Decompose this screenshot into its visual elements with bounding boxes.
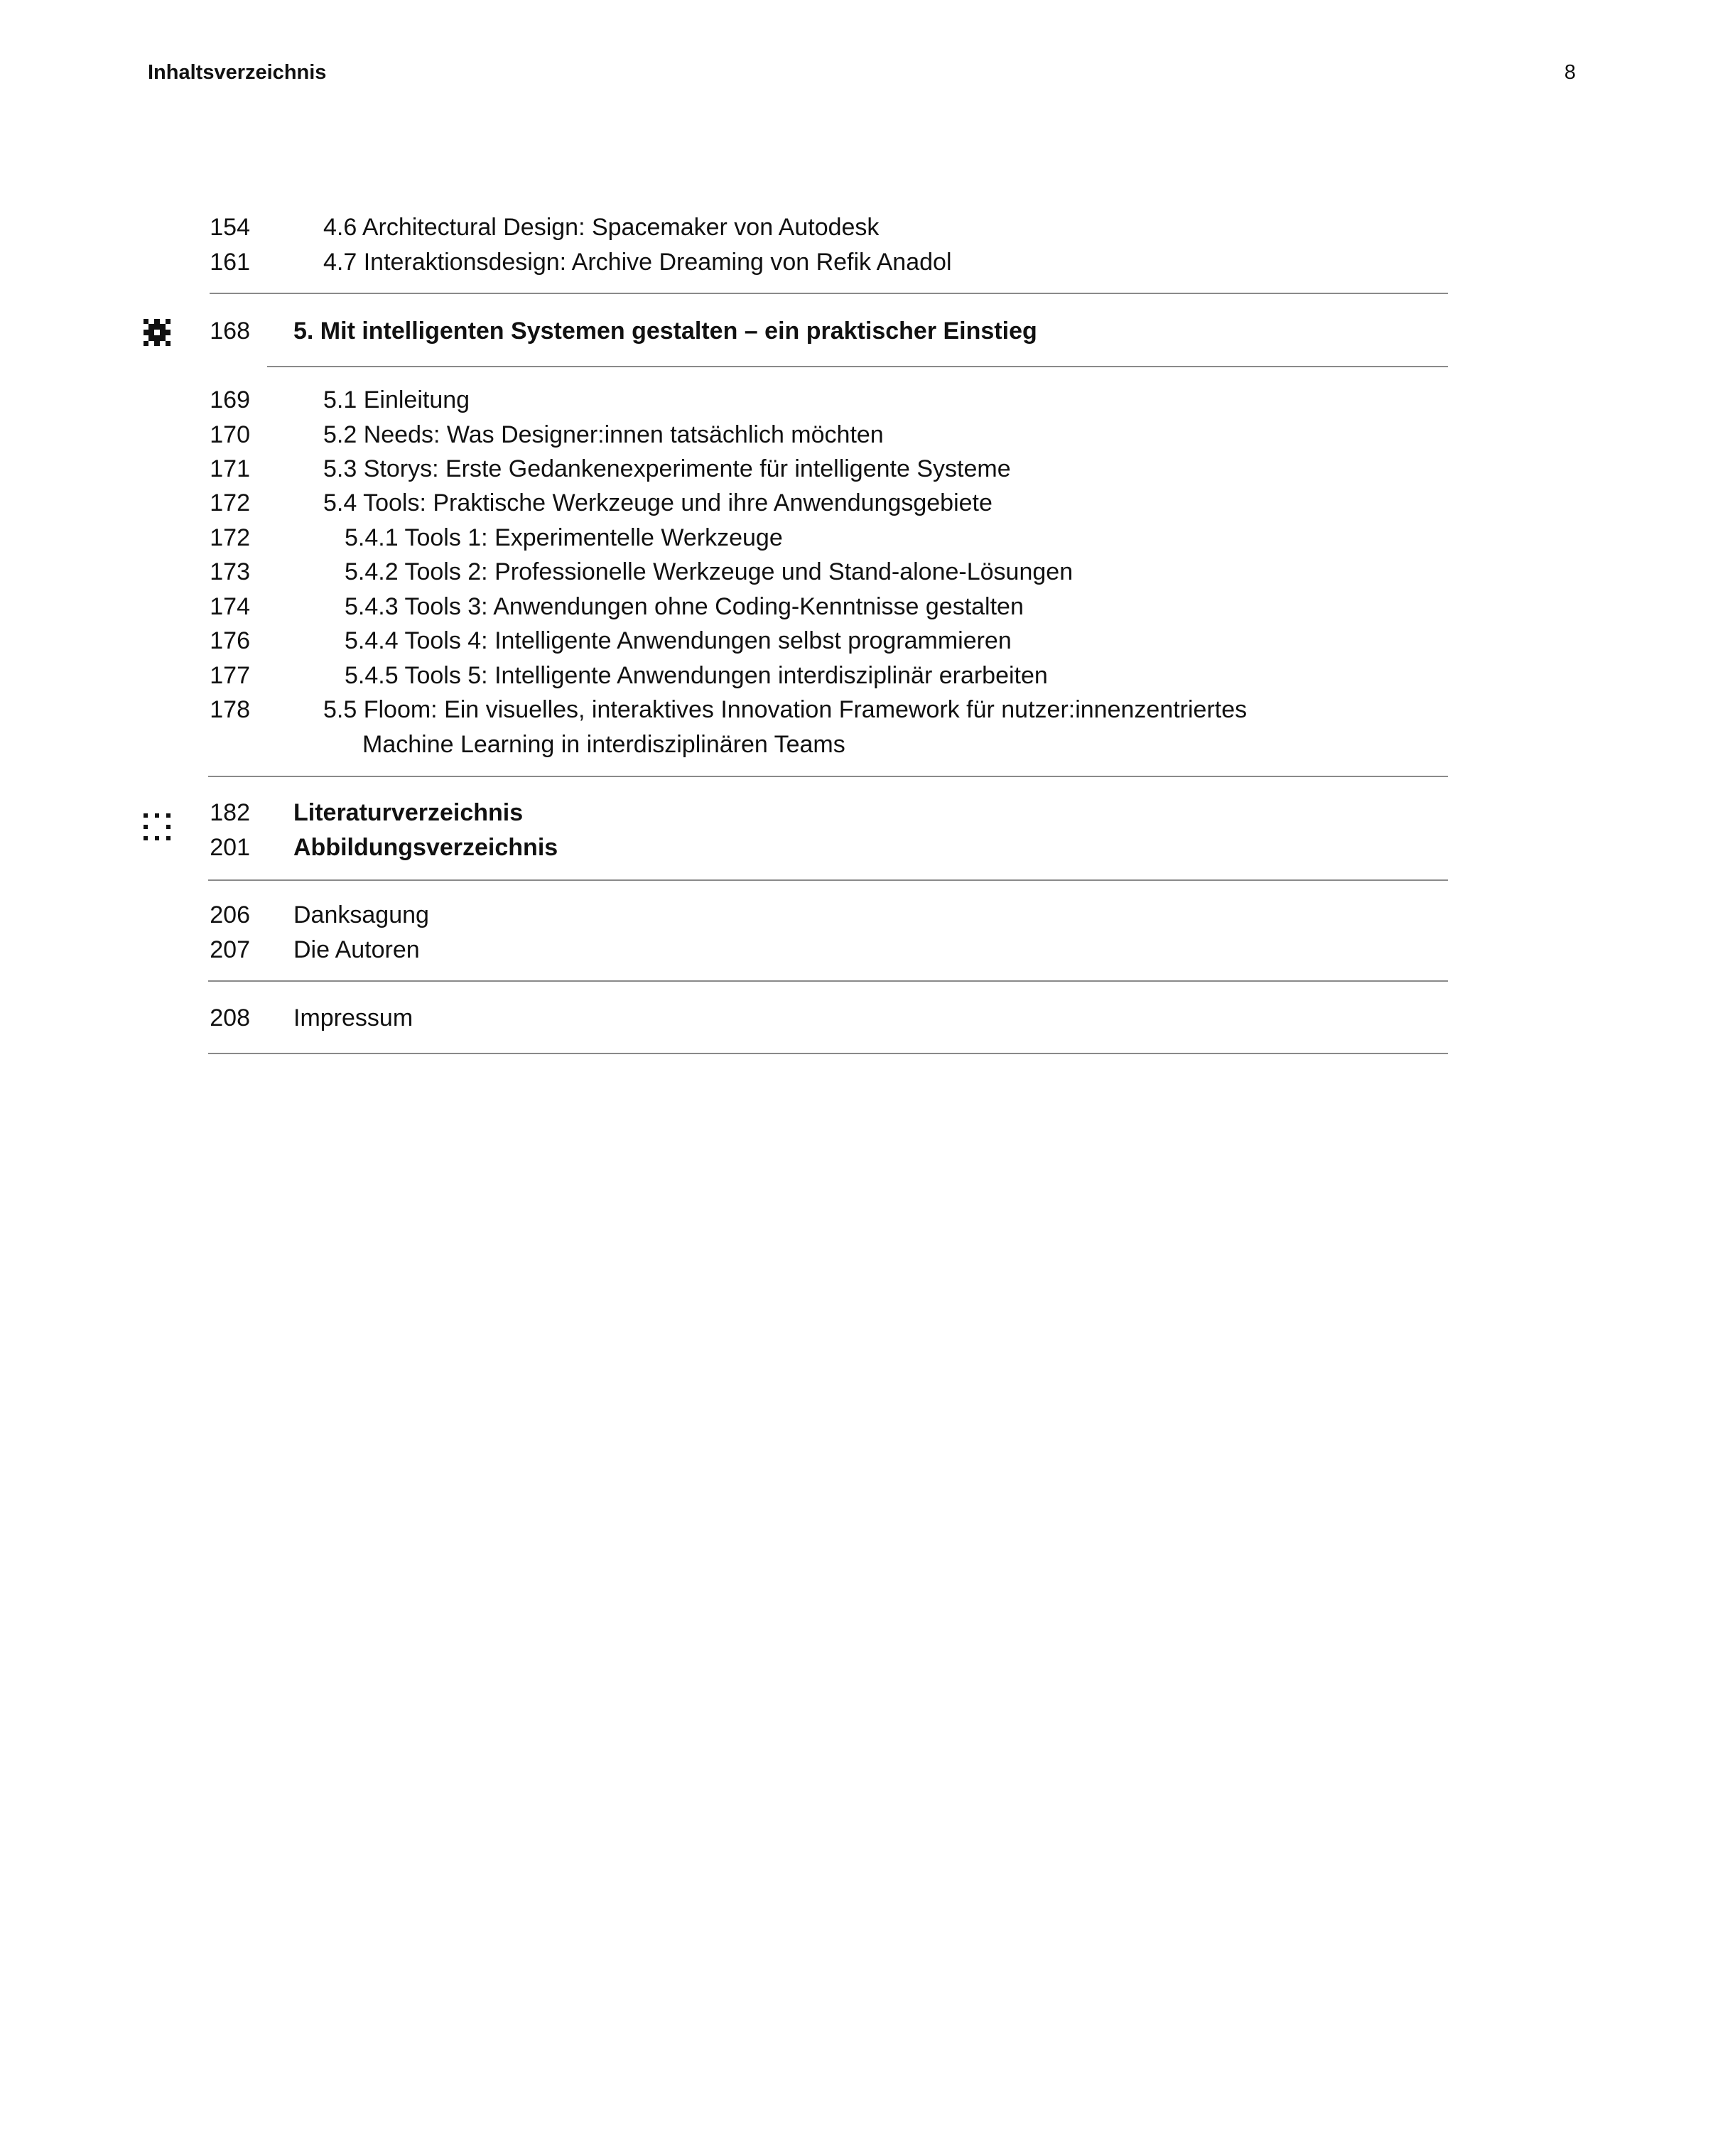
toc-page-177: 177 [210, 662, 250, 689]
toc-page-201: 201 [210, 834, 250, 861]
toc-page-173: 173 [210, 558, 250, 585]
toc-danksagung[interactable]: Danksagung [293, 901, 429, 928]
toc-entry-5-4-3[interactable]: 5.4.3 Tools 3: Anwendungen ohne Coding-Kenntnisse gestalten [345, 593, 1024, 620]
toc-page-178: 178 [210, 696, 250, 723]
toc-entry-5-5[interactable]: 5.5 Floom: Ein visuelles, interaktives Innovation Framework für nutzer:innenzentriertes [323, 696, 1248, 723]
divider [208, 776, 1448, 777]
toc-page-161: 161 [210, 249, 250, 276]
toc-entry-5-4-1[interactable]: 5.4.1 Tools 1: Experimentelle Werkzeuge [345, 524, 783, 551]
toc-page-168: 168 [210, 318, 250, 345]
page-number: 8 [1564, 61, 1576, 84]
toc-literaturverzeichnis[interactable]: Literaturverzeichnis [293, 799, 524, 826]
toc-page-169: 169 [210, 386, 250, 413]
divider [267, 366, 1448, 367]
toc-page-171: 171 [210, 455, 250, 482]
toc-page-172: 172 [210, 489, 250, 516]
toc-abbildungsverzeichnis[interactable]: Abbildungsverzeichnis [293, 834, 558, 861]
toc-entry-5-4[interactable]: 5.4 Tools: Praktische Werkzeuge und ihre Anwendungsgebiete [323, 489, 992, 516]
toc-die-autoren[interactable]: Die Autoren [293, 936, 420, 963]
toc-entry-4-7[interactable]: 4.7 Interaktionsdesign: Archive Dreaming von Refik Anadol [323, 249, 952, 276]
toc-entry-5-4-5[interactable]: 5.4.5 Tools 5: Intelligente Anwendungen interdisziplinär erarbeiten [345, 662, 1048, 689]
toc-entry-5-1[interactable]: 5.1 Einleitung [323, 386, 470, 413]
toc-entry-5-4-2[interactable]: 5.4.2 Tools 2: Professionelle Werkzeuge und Stand-alone-Lösungen [345, 558, 1073, 585]
divider [208, 879, 1448, 881]
toc-entry-5-2[interactable]: 5.2 Needs: Was Designer:innen tatsächlich möchten [323, 421, 884, 448]
toc-page-206: 206 [210, 901, 250, 928]
toc-page-182: 182 [210, 799, 250, 826]
divider [208, 1053, 1448, 1054]
toc-chapter-5-title[interactable]: 5. Mit intelligenten Systemen gestalten – ein praktischer Einstieg [293, 318, 1037, 345]
toc-page-208: 208 [210, 1004, 250, 1031]
toc-entry-5-3[interactable]: 5.3 Storys: Erste Gedankenexperimente für intelligente Systeme [323, 455, 1011, 482]
toc-entry-5-5-continued[interactable]: Machine Learning in interdisziplinären Teams [362, 731, 845, 758]
divider [210, 293, 1448, 294]
toc-impressum[interactable]: Impressum [293, 1004, 413, 1031]
toc-page-172: 172 [210, 524, 250, 551]
toc-entry-4-6[interactable]: 4.6 Architectural Design: Spacemaker von Autodesk [323, 214, 880, 241]
toc-page-207: 207 [210, 936, 250, 963]
toc-page-176: 176 [210, 627, 250, 654]
toc-page-170: 170 [210, 421, 250, 448]
page-header-title: Inhaltsverzeichnis [148, 61, 327, 84]
divider [208, 980, 1448, 982]
toc-page-154: 154 [210, 214, 250, 241]
toc-entry-5-4-4[interactable]: 5.4.4 Tools 4: Intelligente Anwendungen selbst programmieren [345, 627, 1012, 654]
toc-page-174: 174 [210, 593, 250, 620]
